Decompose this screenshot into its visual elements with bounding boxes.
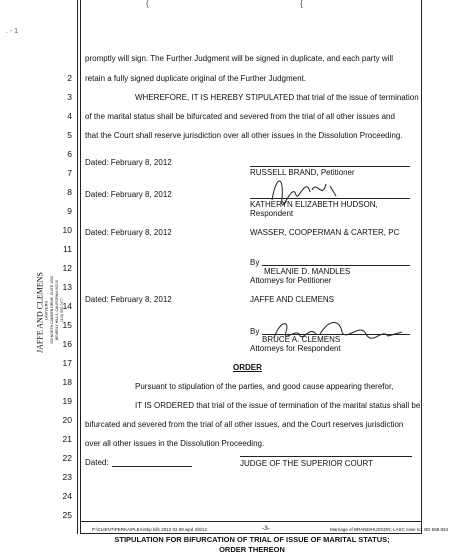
dated-line: Dated: February 8, 2012 (85, 228, 172, 237)
line-number: 8 (67, 187, 72, 197)
judge-signature-line (240, 456, 412, 457)
order-dated: Dated: (85, 458, 109, 467)
line-number: 22 (62, 453, 72, 463)
by-label: By (250, 327, 260, 336)
dated-line: Dated: February 8, 2012 (85, 158, 172, 167)
body-line: of the marital status shall be bifurcated and severed from the trial of all other issues and (85, 112, 395, 121)
dated-line: Dated: February 8, 2012 (85, 190, 172, 199)
judge-label: JUDGE OF THE SUPERIOR COURT (240, 459, 374, 468)
attorney-name: BRUCE A. CLEMENS (262, 335, 341, 344)
line-number: 13 (62, 282, 72, 292)
footer-rule (80, 521, 421, 522)
signer-role: Respondent (250, 209, 294, 218)
dated-line: Dated: February 8, 2012 (85, 295, 172, 304)
line-number: 14 (62, 301, 72, 311)
footer-rule-2 (80, 533, 421, 534)
attorney-role: Attorneys for Petitioner (250, 276, 332, 285)
line-number: 23 (62, 472, 72, 482)
attorney-name: MELANIE D. MANDLES (264, 267, 351, 276)
document-title: STIPULATION FOR BIFURCATION OF TRIAL OF ISSUE OF MARITAL STATUS; (114, 535, 390, 544)
left-margin-rule-2 (80, 0, 81, 534)
corner-mark: . - 1 (6, 28, 19, 35)
line-number: 24 (62, 491, 72, 501)
line-number: 5 (67, 130, 72, 140)
case-caption: Marriage of BRAND/HUDSON; LASC case no. BD 558 834 (330, 527, 449, 532)
line-number: 10 (62, 225, 72, 235)
scan-mark-right: { (300, 0, 304, 8)
left-margin-rule-1 (77, 0, 78, 534)
body-line: WHEREFORE, IT IS HEREBY STIPULATED that trial of the issue of termination (135, 93, 419, 102)
date-blank-line (112, 466, 192, 467)
file-path: P:\CLIENT\PERKA\PLEA\Stip bifc 2012 02.08.wpd 2/8/12 (92, 527, 208, 532)
line-number: 9 (67, 206, 72, 216)
by-label: By (250, 258, 260, 267)
line-number: 21 (62, 434, 72, 444)
line-number: 25 (62, 510, 72, 520)
firm-side-phone: (310) 550-7477 (60, 298, 64, 322)
order-line: over all other issues in the Dissolution Proceeding. (85, 439, 265, 448)
line-number: 12 (62, 263, 72, 273)
line-number: 16 (62, 339, 72, 349)
law-firm: JAFFE AND CLEMENS (250, 295, 335, 304)
line-number: 20 (62, 415, 72, 425)
body-line: that the Court shall reserve jurisdiction over all other issues in the Dissolution Proceeding. (85, 131, 403, 140)
attorney-role: Attorneys for Respondent (250, 344, 341, 353)
line-number: 3 (67, 92, 72, 102)
line-number: 18 (62, 377, 72, 387)
signature-line (262, 265, 410, 266)
line-number: 7 (67, 168, 72, 178)
line-number: 6 (67, 149, 72, 159)
scan-mark-left: ( (146, 0, 149, 8)
order-line: IT IS ORDERED that trial of the issue of termination of the marital status shall be (135, 401, 421, 410)
signature-line (250, 166, 410, 167)
right-margin-rule (421, 0, 422, 534)
body-line: promptly will sign. The Further Judgment will be signed in duplicate, and each party will (85, 54, 394, 63)
order-line: bifurcated and severed from the trial of all other issues, and the Court reserves jurisdiction (85, 420, 404, 429)
firm-side-name: JAFFE AND CLEMENS (35, 272, 45, 353)
firm-side-lawyers: LAWYERS (43, 300, 49, 321)
line-number: 11 (63, 244, 72, 254)
page-number: -3- (262, 525, 270, 532)
document-subtitle: ORDER THEREON (219, 545, 285, 554)
signer-name: RUSSELL BRAND, Petitioner (250, 168, 355, 177)
firm-side-address2: BEVERLY HILLS, CALIFORNIA 90210 (55, 280, 59, 340)
order-line: Pursuant to stipulation of the parties, and good cause appearing therefor, (135, 382, 394, 391)
signature-line (250, 198, 410, 199)
line-number: 4 (67, 111, 72, 121)
line-number: 2 (67, 73, 72, 83)
line-number: 17 (62, 358, 72, 368)
line-number: 19 (62, 396, 72, 406)
line-number: 15 (62, 320, 72, 330)
firm-side-address1: 433 NORTH CAMDEN DRIVE, SUITE 1000 (50, 276, 54, 345)
order-heading: ORDER (233, 363, 262, 372)
law-firm: WASSER, COOPERMAN & CARTER, PC (250, 228, 400, 237)
signer-name: KATHERYN ELIZABETH HUDSON, (250, 200, 378, 209)
body-line: retain a fully signed duplicate original of the Further Judgment. (85, 74, 307, 83)
